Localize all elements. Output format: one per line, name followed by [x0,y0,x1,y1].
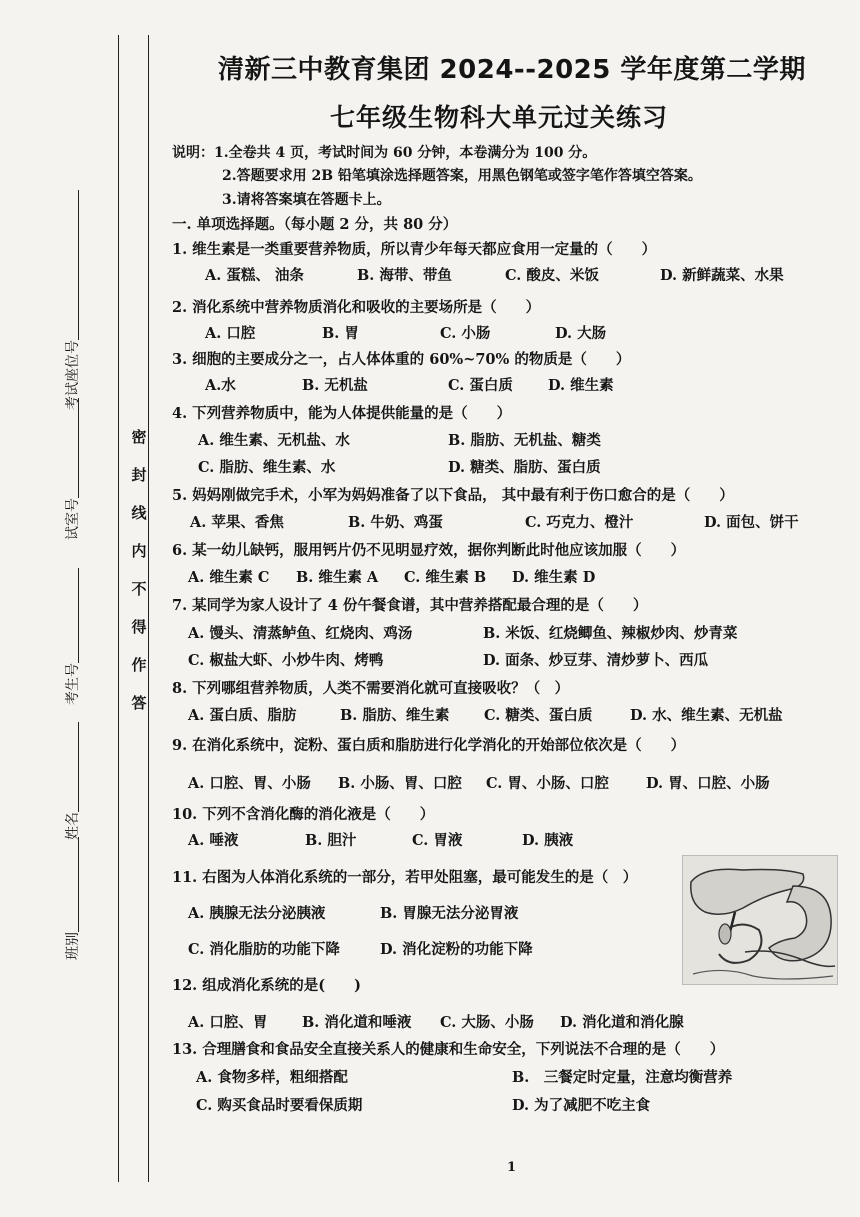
question-option: A. 维生素 C [188,569,270,586]
notes-line-1 [172,143,596,163]
gallbladder-shape [719,924,731,944]
question-stem: 11. 右图为人体消化系统的一部分，若甲处阻塞，最可能发生的是（ ） [172,869,638,886]
question-stem: 4. 下列营养物质中，能为人体提供能量的是（ ） [172,405,512,422]
question-option: D. 为了减肥不吃主食 [512,1097,651,1114]
question-stem: 12. 组成消化系统的是( ) [172,977,361,994]
question-option: C. 巧克力、橙汁 [525,514,634,531]
question-option: D. 维生素 [548,377,614,394]
section-title: 一. 单项选择题。（每小题 2 分，共 80 分） [172,216,458,233]
question-option: A.水 [205,377,236,394]
name-blank [66,722,79,812]
question-option: C. 椒盐大虾、小炒牛肉、烤鸭 [188,652,384,669]
question-option: C. 脂肪、维生素、水 [198,459,336,476]
question-option: C. 胃液 [412,832,463,849]
note-item: 2.答题要求用 2B 铅笔填涂选择题答案，用黑色钢笔或签字笔作答填空答案。 [222,168,702,184]
question-stem: 13. 合理膳食和食品安全直接关系人的健康和生命安全，下列说法不合理的是（ ） [172,1041,725,1058]
notes-label: 说明： [172,145,214,161]
candidate-no-field [62,566,82,705]
question-option: C. 维生素 B [404,569,487,586]
stomach-shape [769,886,831,961]
room-no-field [62,396,82,540]
question-stem: 6. 某一幼儿缺钙，服用钙片仍不见明显疗效，据你判断此时他应该加服（ ） [172,542,686,559]
question-option: B. 海带、带鱼 [357,267,452,284]
question-option: D. 消化淀粉的功能下降 [380,941,533,958]
exam-subtitle: 七年级生物科大单元过关练习 [330,103,669,132]
question-option: B. 消化道和唾液 [302,1014,412,1031]
question-option: D. 新鲜蔬菜、水果 [660,267,784,284]
question-option: A. 口腔 [205,325,256,342]
candidate-no-label: 考生号 [65,663,81,705]
question-option: B. 无机盐 [302,377,368,394]
question-option: A. 唾液 [188,832,239,849]
question-option: B. 牛奶、鸡蛋 [348,514,443,531]
question-stem: 3. 细胞的主要成分之一，占人体体重的 60%~70% 的物质是（ ） [172,351,631,368]
question-stem: 7. 某同学为家人设计了 4 份午餐食谱，其中营养搭配最合理的是（ ） [172,597,648,614]
question-option: B. 脂肪、无机盐、糖类 [448,432,601,449]
question-option: C. 小肠 [440,325,491,342]
question-option: B. 三餐定时定量，注意均衡营养 [512,1069,733,1086]
candidate-no-blank [66,568,79,663]
exam-title: 清新三中教育集团 2024--2025 学年度第二学期 [218,55,806,85]
question-option: C. 购买食品时要看保质期 [196,1097,363,1114]
question-stem: 1. 维生素是一类重要营养物质，所以青少年每天都应食用一定量的（ ） [172,241,657,258]
question-option: D. 消化道和消化腺 [560,1014,684,1031]
room-no-blank [66,398,79,498]
question-option: D. 面条、炒豆芽、清炒萝卜、西瓜 [483,652,709,669]
question-option: C. 胃、小肠、口腔 [486,775,609,792]
question-stem: 8. 下列哪组营养物质，人类不需要消化就可直接吸收？（ ） [172,680,570,697]
question-stem: 9. 在消化系统中，淀粉、蛋白质和脂肪进行化学消化的开始部位依次是（ ） [172,737,686,754]
name-label: 姓名 [65,812,81,840]
digestive-system-diagram [682,855,838,985]
question-option: B. 米饭、红烧鲫鱼、辣椒炒肉、炒青菜 [483,625,738,642]
binding-line-outer [118,35,119,1182]
question-option: B. 维生素 A [296,569,379,586]
question-option: A. 维生素、无机盐、水 [198,432,350,449]
note-item: 1.全卷共 4 页，考试时间为 60 分钟，本卷满分为 100 分。 [214,145,597,161]
room-no-label: 试室号 [65,498,81,540]
question-option: A. 蛋白质、脂肪 [188,707,297,724]
question-option: A. 口腔、胃 [188,1014,268,1031]
page-number: 1 [507,1160,517,1175]
question-option: C. 大肠、小肠 [440,1014,534,1031]
question-option: D. 糖类、脂肪、蛋白质 [448,459,601,476]
name-field [62,720,82,840]
question-option: B. 胆汁 [305,832,357,849]
question-option: B. 脂肪、维生素 [340,707,450,724]
question-option: D. 维生素 D [512,569,596,586]
question-option: A. 苹果、香焦 [190,514,284,531]
seal-line-notice: 密 封 线 内 不 得 作 答 [131,428,147,712]
question-stem: 10. 下列不含消化酶的消化液是（ ） [172,806,435,823]
liver-shape [691,869,804,914]
question-option: C. 酸皮、米饭 [505,267,599,284]
note-item: 3.请将答案填在答题卡上。 [222,192,391,208]
question-option: D. 胰液 [522,832,574,849]
intestine-shape [693,970,833,979]
question-option: D. 胃、口腔、小肠 [646,775,770,792]
question-stem: 5. 妈妈刚做完手术，小军为妈妈准备了以下食品， 其中最有利于伤口愈合的是（ ） [172,487,734,504]
question-option: D. 水、维生素、无机盐 [630,707,783,724]
question-option: B. 小肠、胃、口腔 [338,775,462,792]
question-option: A. 馒头、清蒸鲈鱼、红烧肉、鸡汤 [188,625,413,642]
question-option: A. 蛋糕、 油条 [205,267,304,284]
digestive-system-illustration [683,856,837,984]
question-stem: 2. 消化系统中营养物质消化和吸收的主要场所是（ ） [172,299,541,316]
question-option: C. 蛋白质 [448,377,513,394]
question-option: B. 胃 [322,325,359,342]
class-label: 班别 [65,932,81,960]
seat-no-label: 考试座位号 [65,340,81,410]
question-option: C. 消化脂肪的功能下降 [188,941,340,958]
question-option: D. 大肠 [555,325,607,342]
class-field [62,835,82,960]
seat-no-blank [66,190,79,340]
question-option: C. 糖类、蛋白质 [484,707,593,724]
question-option: B. 胃腺无法分泌胃液 [380,905,519,922]
question-option: A. 胰腺无法分泌胰液 [188,905,326,922]
seat-no-field [62,188,82,410]
question-option: A. 食物多样，粗细搭配 [196,1069,348,1086]
question-option: D. 面包、饼干 [704,514,799,531]
question-option: A. 口腔、胃、小肠 [188,775,311,792]
class-blank [66,837,79,932]
